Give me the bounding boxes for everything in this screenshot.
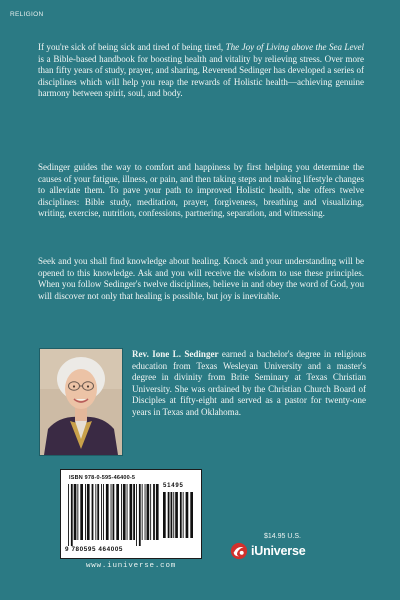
paragraph-text: If you're sick of being sick and tired of being tired, <box>38 42 226 52</box>
publisher-brand <box>230 542 305 560</box>
category-label: RELIGION <box>10 11 44 18</box>
publisher-website: www.iuniverse.com <box>85 562 177 570</box>
description-paragraph-2: Sedinger guides the way to comfort and happiness by first helping you determine the causes of your fatigue, illness, or pain, and then taking steps and making lifestyle changes to alleviate them. To pave your path to improved Holistic health, she offers twelve disciplines: Bible study, meditation, prayer, forgiveness, breathing and visualizing, writing, exercise, nutrition, confessions, partnering, separation, and witnessing. <box>38 162 364 218</box>
swirl-logo-icon <box>230 542 248 560</box>
barcode-bars <box>67 484 159 546</box>
author-bio-text: earned a bachelor's degree in religious education from Texas Wesleyan University and a master's degree in divinity from Brite Seminary at Texas Christian University. She was ordained by the Christian Church Board of Disciples at fifty-eight and served as a pastor for twenty-one years in Texas and Oklahoma. <box>132 349 366 417</box>
ean-digits: 9 780595 464005 <box>65 546 124 553</box>
publisher-name: iUniverse <box>251 544 306 558</box>
paragraph-text: is a Bible-based handbook for boosting health and vitality by relieving stress. Over more than fifty years of study, prayer, and sharing, Reverend Sedinger has developed a series of disciplines which will help you reap the rewards of Holistic health—achieving genuine harmony between spirit, soul, and body. <box>38 53 364 98</box>
isbn-label: ISBN 978-0-595-46400-5 <box>69 475 136 481</box>
addon-code: 51495 <box>163 483 184 489</box>
barcode-panel <box>60 469 202 559</box>
description-paragraph-1 <box>38 42 364 100</box>
addon-barcode-bars <box>162 492 194 544</box>
author-portrait <box>40 349 122 455</box>
author-photo <box>39 348 123 456</box>
author-bio <box>132 349 366 418</box>
book-title: The Joy of Living above the Sea Level <box>225 42 365 52</box>
price-label: $14.95 U.S. <box>264 533 301 540</box>
description-paragraph-3: Seek and you shall find knowledge about healing. Knock and your understanding will be opened to this knowledge. Ask and you will receive the wisdom to use these principles. When you follow Sedinger's twelve disciplines, believe in and obey the word of God, you will discover not only that healing is possible, but joy is inevitable. <box>38 256 364 301</box>
author-name: Rev. Ione L. Sedinger <box>132 349 219 359</box>
